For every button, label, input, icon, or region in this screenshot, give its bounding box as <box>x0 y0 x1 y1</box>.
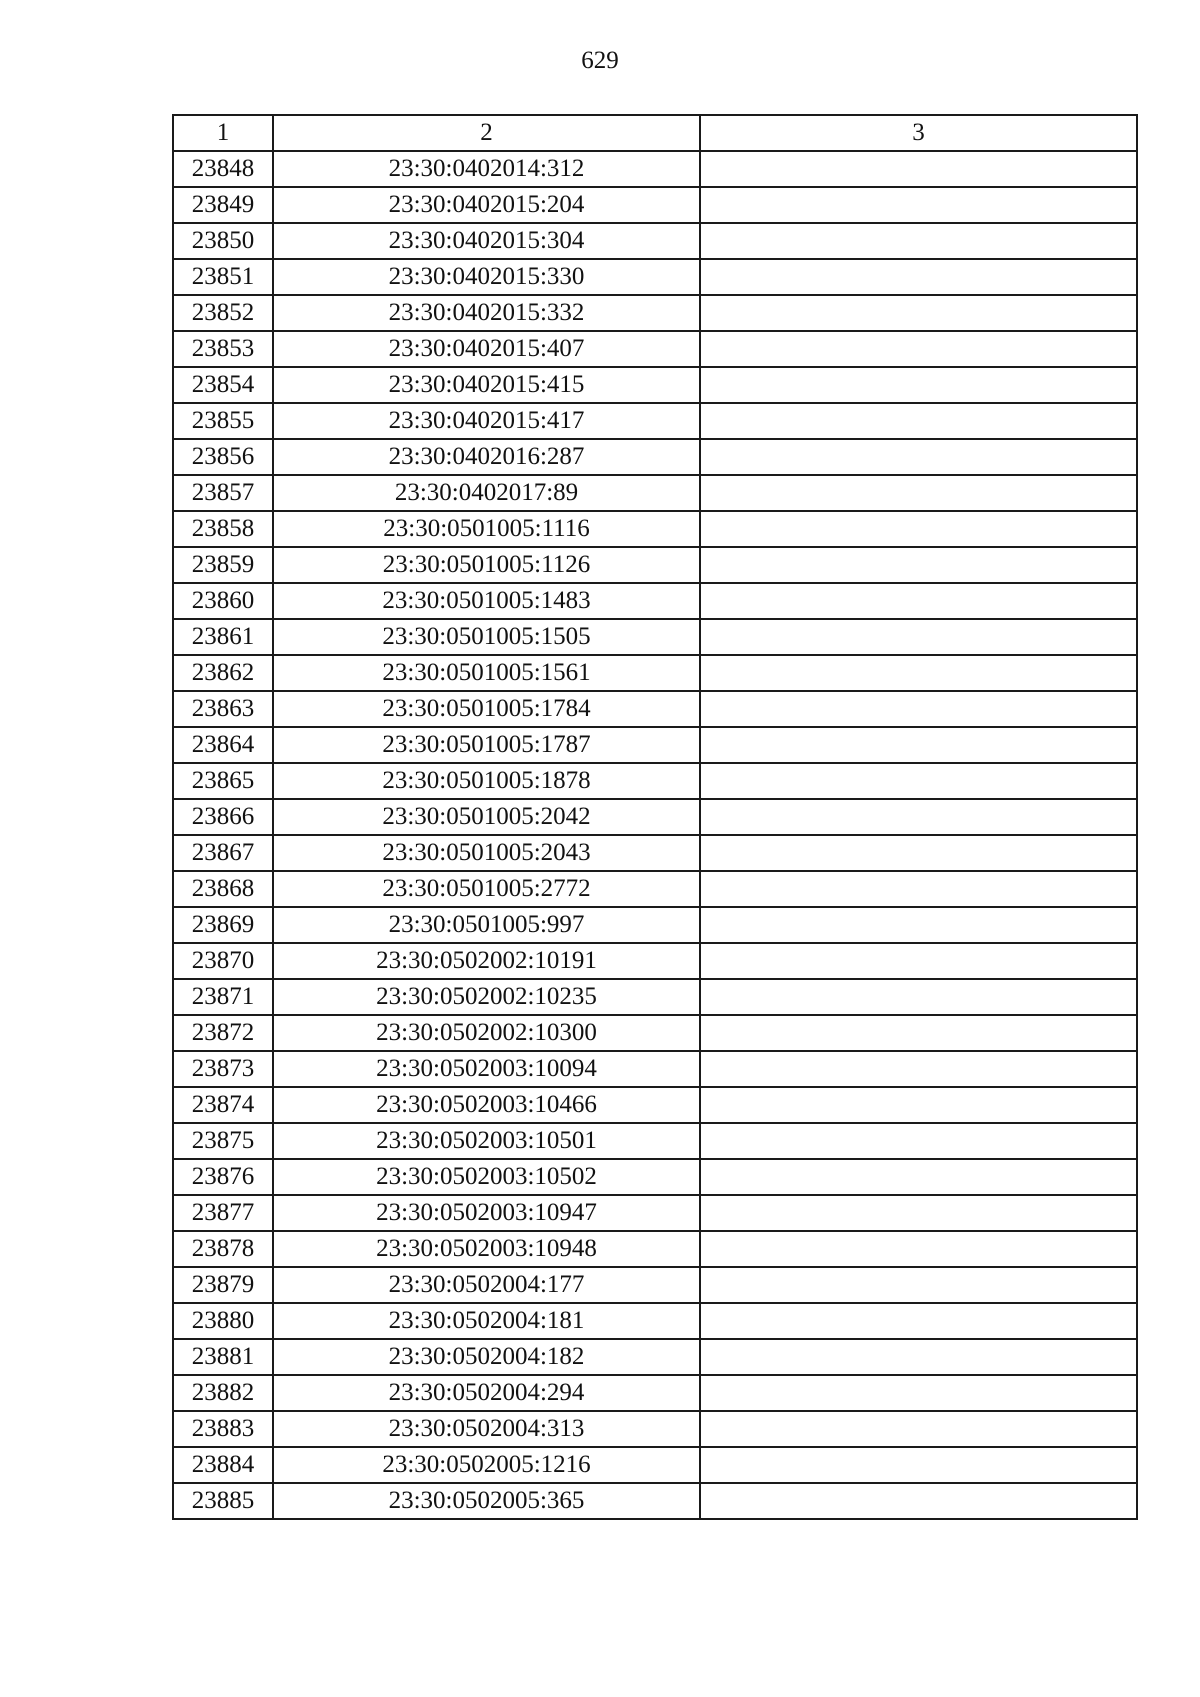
table-row <box>173 1411 1137 1447</box>
row-number-cell: 23884 <box>173 1447 273 1483</box>
row-number-cell: 23861 <box>173 619 273 655</box>
note-cell <box>700 259 1137 295</box>
row-number-cell: 23877 <box>173 1195 273 1231</box>
table-row <box>173 475 1137 511</box>
row-number-cell: 23866 <box>173 799 273 835</box>
column-header-1: 1 <box>173 115 273 151</box>
row-number-cell: 23869 <box>173 907 273 943</box>
cadastral-number-cell: 23:30:0502002:10235 <box>273 979 700 1015</box>
note-cell <box>700 151 1137 187</box>
column-header-2: 2 <box>273 115 700 151</box>
table-row <box>173 259 1137 295</box>
cadastral-number-cell: 23:30:0402015:332 <box>273 295 700 331</box>
table-row <box>173 583 1137 619</box>
table-row <box>173 1159 1137 1195</box>
row-number-cell: 23858 <box>173 511 273 547</box>
row-number-cell: 23881 <box>173 1339 273 1375</box>
table-row <box>173 187 1137 223</box>
table-row <box>173 223 1137 259</box>
note-cell <box>700 223 1137 259</box>
table-row <box>173 1051 1137 1087</box>
row-number-cell: 23883 <box>173 1411 273 1447</box>
cadastral-number-cell: 23:30:0402015:204 <box>273 187 700 223</box>
note-cell <box>700 1267 1137 1303</box>
note-cell <box>700 691 1137 727</box>
cadastral-number-cell: 23:30:0501005:1505 <box>273 619 700 655</box>
cadastral-number-cell: 23:30:0501005:1784 <box>273 691 700 727</box>
table-row <box>173 511 1137 547</box>
note-cell <box>700 475 1137 511</box>
row-number-cell: 23876 <box>173 1159 273 1195</box>
row-number-cell: 23882 <box>173 1375 273 1411</box>
cadastral-number-cell: 23:30:0501005:1116 <box>273 511 700 547</box>
row-number-cell: 23851 <box>173 259 273 295</box>
column-header-3: 3 <box>700 115 1137 151</box>
cadastral-number-cell: 23:30:0502002:10191 <box>273 943 700 979</box>
row-number-cell: 23863 <box>173 691 273 727</box>
note-cell <box>700 1051 1137 1087</box>
table-row <box>173 295 1137 331</box>
cadastral-number-cell: 23:30:0502004:182 <box>273 1339 700 1375</box>
cadastral-number-cell: 23:30:0402015:407 <box>273 331 700 367</box>
row-number-cell: 23879 <box>173 1267 273 1303</box>
cadastral-number-cell: 23:30:0502003:10501 <box>273 1123 700 1159</box>
row-number-cell: 23867 <box>173 835 273 871</box>
note-cell <box>700 979 1137 1015</box>
cadastral-number-cell: 23:30:0502003:10947 <box>273 1195 700 1231</box>
cadastral-number-cell: 23:30:0402015:304 <box>273 223 700 259</box>
note-cell <box>700 1015 1137 1051</box>
row-number-cell: 23878 <box>173 1231 273 1267</box>
table-row <box>173 1015 1137 1051</box>
table-row <box>173 1267 1137 1303</box>
note-cell <box>700 547 1137 583</box>
cadastral-number-cell: 23:30:0501005:1878 <box>273 763 700 799</box>
row-number-cell: 23873 <box>173 1051 273 1087</box>
row-number-cell: 23859 <box>173 547 273 583</box>
table-row <box>173 367 1137 403</box>
row-number-cell: 23875 <box>173 1123 273 1159</box>
cadastral-number-cell: 23:30:0501005:2043 <box>273 835 700 871</box>
cadastral-table <box>172 114 1138 1520</box>
table-row <box>173 547 1137 583</box>
table-row <box>173 943 1137 979</box>
cadastral-number-cell: 23:30:0402015:415 <box>273 367 700 403</box>
note-cell <box>700 1339 1137 1375</box>
table-row <box>173 1195 1137 1231</box>
cadastral-number-cell: 23:30:0502004:181 <box>273 1303 700 1339</box>
note-cell <box>700 943 1137 979</box>
table-row <box>173 979 1137 1015</box>
note-cell <box>700 619 1137 655</box>
table-row <box>173 1123 1137 1159</box>
row-number-cell: 23864 <box>173 727 273 763</box>
cadastral-number-cell: 23:30:0502004:177 <box>273 1267 700 1303</box>
cadastral-number-cell: 23:30:0502003:10948 <box>273 1231 700 1267</box>
note-cell <box>700 1195 1137 1231</box>
note-cell <box>700 439 1137 475</box>
row-number-cell: 23862 <box>173 655 273 691</box>
row-number-cell: 23848 <box>173 151 273 187</box>
note-cell <box>700 511 1137 547</box>
cadastral-number-cell: 23:30:0501005:1483 <box>273 583 700 619</box>
cadastral-number-cell: 23:30:0502004:313 <box>273 1411 700 1447</box>
note-cell <box>700 1375 1137 1411</box>
cadastral-number-cell: 23:30:0501005:2772 <box>273 871 700 907</box>
table-row <box>173 1303 1137 1339</box>
table-row <box>173 835 1137 871</box>
table-body <box>173 151 1137 1519</box>
note-cell <box>700 187 1137 223</box>
row-number-cell: 23880 <box>173 1303 273 1339</box>
cadastral-number-cell: 23:30:0402015:417 <box>273 403 700 439</box>
row-number-cell: 23854 <box>173 367 273 403</box>
table-row <box>173 1087 1137 1123</box>
note-cell <box>700 403 1137 439</box>
row-number-cell: 23871 <box>173 979 273 1015</box>
row-number-cell: 23857 <box>173 475 273 511</box>
cadastral-number-cell: 23:30:0402015:330 <box>273 259 700 295</box>
note-cell <box>700 1447 1137 1483</box>
cadastral-number-cell: 23:30:0501005:997 <box>273 907 700 943</box>
cadastral-number-cell: 23:30:0501005:1787 <box>273 727 700 763</box>
row-number-cell: 23885 <box>173 1483 273 1519</box>
table-row <box>173 439 1137 475</box>
cadastral-number-cell: 23:30:0402017:89 <box>273 475 700 511</box>
table-row <box>173 655 1137 691</box>
row-number-cell: 23853 <box>173 331 273 367</box>
note-cell <box>700 331 1137 367</box>
table-row <box>173 1339 1137 1375</box>
cadastral-number-cell: 23:30:0502003:10094 <box>273 1051 700 1087</box>
cadastral-number-cell: 23:30:0502003:10466 <box>273 1087 700 1123</box>
table-row <box>173 691 1137 727</box>
table-row <box>173 1447 1137 1483</box>
cadastral-number-cell: 23:30:0502002:10300 <box>273 1015 700 1051</box>
row-number-cell: 23856 <box>173 439 273 475</box>
row-number-cell: 23860 <box>173 583 273 619</box>
note-cell <box>700 367 1137 403</box>
row-number-cell: 23872 <box>173 1015 273 1051</box>
table-row <box>173 871 1137 907</box>
table-row <box>173 1375 1137 1411</box>
row-number-cell: 23852 <box>173 295 273 331</box>
cadastral-number-cell: 23:30:0501005:1126 <box>273 547 700 583</box>
note-cell <box>700 799 1137 835</box>
header-row <box>173 115 1137 151</box>
note-cell <box>700 727 1137 763</box>
note-cell <box>700 907 1137 943</box>
note-cell <box>700 1411 1137 1447</box>
table-row <box>173 1483 1137 1519</box>
cadastral-number-cell: 23:30:0502004:294 <box>273 1375 700 1411</box>
table-row <box>173 151 1137 187</box>
cadastral-number-cell: 23:30:0502005:1216 <box>273 1447 700 1483</box>
note-cell <box>700 1159 1137 1195</box>
note-cell <box>700 1303 1137 1339</box>
table-header <box>173 115 1137 151</box>
note-cell <box>700 871 1137 907</box>
row-number-cell: 23849 <box>173 187 273 223</box>
row-number-cell: 23855 <box>173 403 273 439</box>
table-row <box>173 619 1137 655</box>
row-number-cell: 23850 <box>173 223 273 259</box>
table-row <box>173 799 1137 835</box>
note-cell <box>700 763 1137 799</box>
cadastral-number-cell: 23:30:0501005:1561 <box>273 655 700 691</box>
table-row <box>173 331 1137 367</box>
table-row <box>173 403 1137 439</box>
table-row <box>173 727 1137 763</box>
note-cell <box>700 1123 1137 1159</box>
cadastral-number-cell: 23:30:0502005:365 <box>273 1483 700 1519</box>
note-cell <box>700 295 1137 331</box>
note-cell <box>700 1231 1137 1267</box>
row-number-cell: 23870 <box>173 943 273 979</box>
note-cell <box>700 1483 1137 1519</box>
row-number-cell: 23868 <box>173 871 273 907</box>
row-number-cell: 23865 <box>173 763 273 799</box>
page-number: 629 <box>581 47 619 74</box>
note-cell <box>700 583 1137 619</box>
cadastral-number-cell: 23:30:0501005:2042 <box>273 799 700 835</box>
cadastral-number-cell: 23:30:0402014:312 <box>273 151 700 187</box>
cadastral-number-cell: 23:30:0402016:287 <box>273 439 700 475</box>
note-cell <box>700 835 1137 871</box>
table-row <box>173 1231 1137 1267</box>
table-row <box>173 763 1137 799</box>
cadastral-number-cell: 23:30:0502003:10502 <box>273 1159 700 1195</box>
note-cell <box>700 1087 1137 1123</box>
table-row <box>173 907 1137 943</box>
row-number-cell: 23874 <box>173 1087 273 1123</box>
note-cell <box>700 655 1137 691</box>
